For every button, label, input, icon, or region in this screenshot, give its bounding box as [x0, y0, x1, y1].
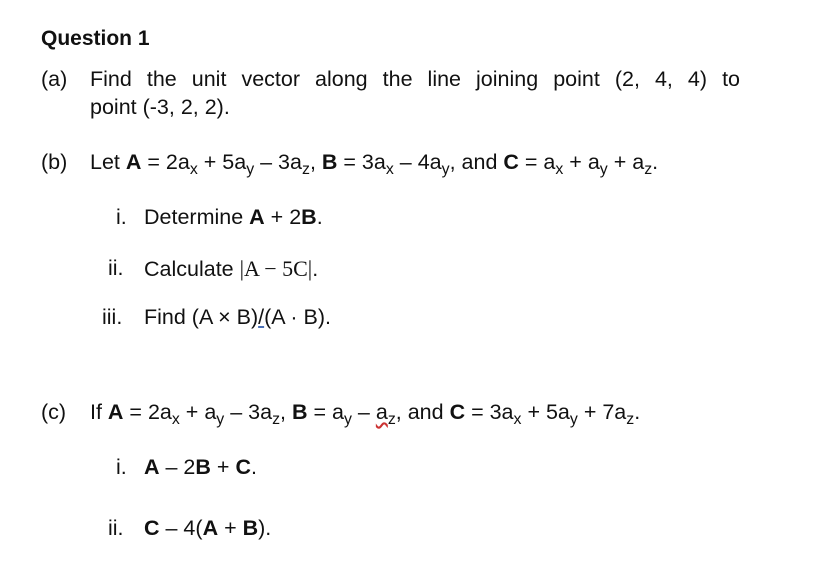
part-c-item-ii-number: ii. — [108, 516, 124, 540]
word: (2, — [614, 67, 640, 91]
part-b-item-ii-number: ii. — [108, 256, 124, 280]
part-b-item-i: Determine A + 2B. — [144, 205, 323, 229]
part-b-item-iii-number: iii. — [102, 305, 123, 329]
question-heading: Question 1 — [41, 27, 150, 50]
spellcheck-underline: $a_z$ — [375, 400, 396, 429]
word: the — [146, 67, 177, 91]
part-a-line-2: point (-3, 2, 2). — [90, 95, 230, 119]
word: vector — [241, 67, 300, 91]
part-c-item-i-number: i. — [116, 455, 127, 479]
word: the — [382, 67, 413, 91]
part-c-item-ii: C – 4(A + B). — [144, 516, 272, 540]
word: Find — [90, 67, 132, 91]
part-b-label: (b) — [41, 150, 68, 174]
part-c-item-i: A – 2B + C. — [144, 455, 257, 479]
part-b-item-ii: Calculate |A − 5C|. — [144, 256, 319, 281]
word: 4) — [687, 67, 708, 91]
part-b-statement: Let $A = 2a_x + 5a_y - 3a_z$, $B = 3a_x - 4a_y$, and $C = a_x + a_y + a_z$. — [90, 150, 659, 179]
part-c-label: (c) — [41, 400, 67, 424]
word: point — [553, 67, 600, 91]
part-b-item-iii: Find (A × B)/(A · B). — [144, 305, 332, 329]
part-a-line-1 — [90, 67, 740, 92]
part-b-item-i-number: i. — [116, 205, 127, 229]
word: 4, — [654, 67, 673, 91]
part-c-statement: If $A = 2a_x + a_y - 3a_z$, $B = a_y - a_z$, and $C = 3a_x + 5a_y + 7a_z$. — [90, 400, 641, 429]
magnitude-expression: |A − 5C| — [239, 256, 313, 281]
word: joining — [476, 67, 539, 91]
word: to — [722, 67, 740, 91]
word: along — [315, 67, 368, 91]
part-a-label: (a) — [41, 67, 68, 91]
word: line — [427, 67, 462, 91]
word: unit — [191, 67, 227, 91]
